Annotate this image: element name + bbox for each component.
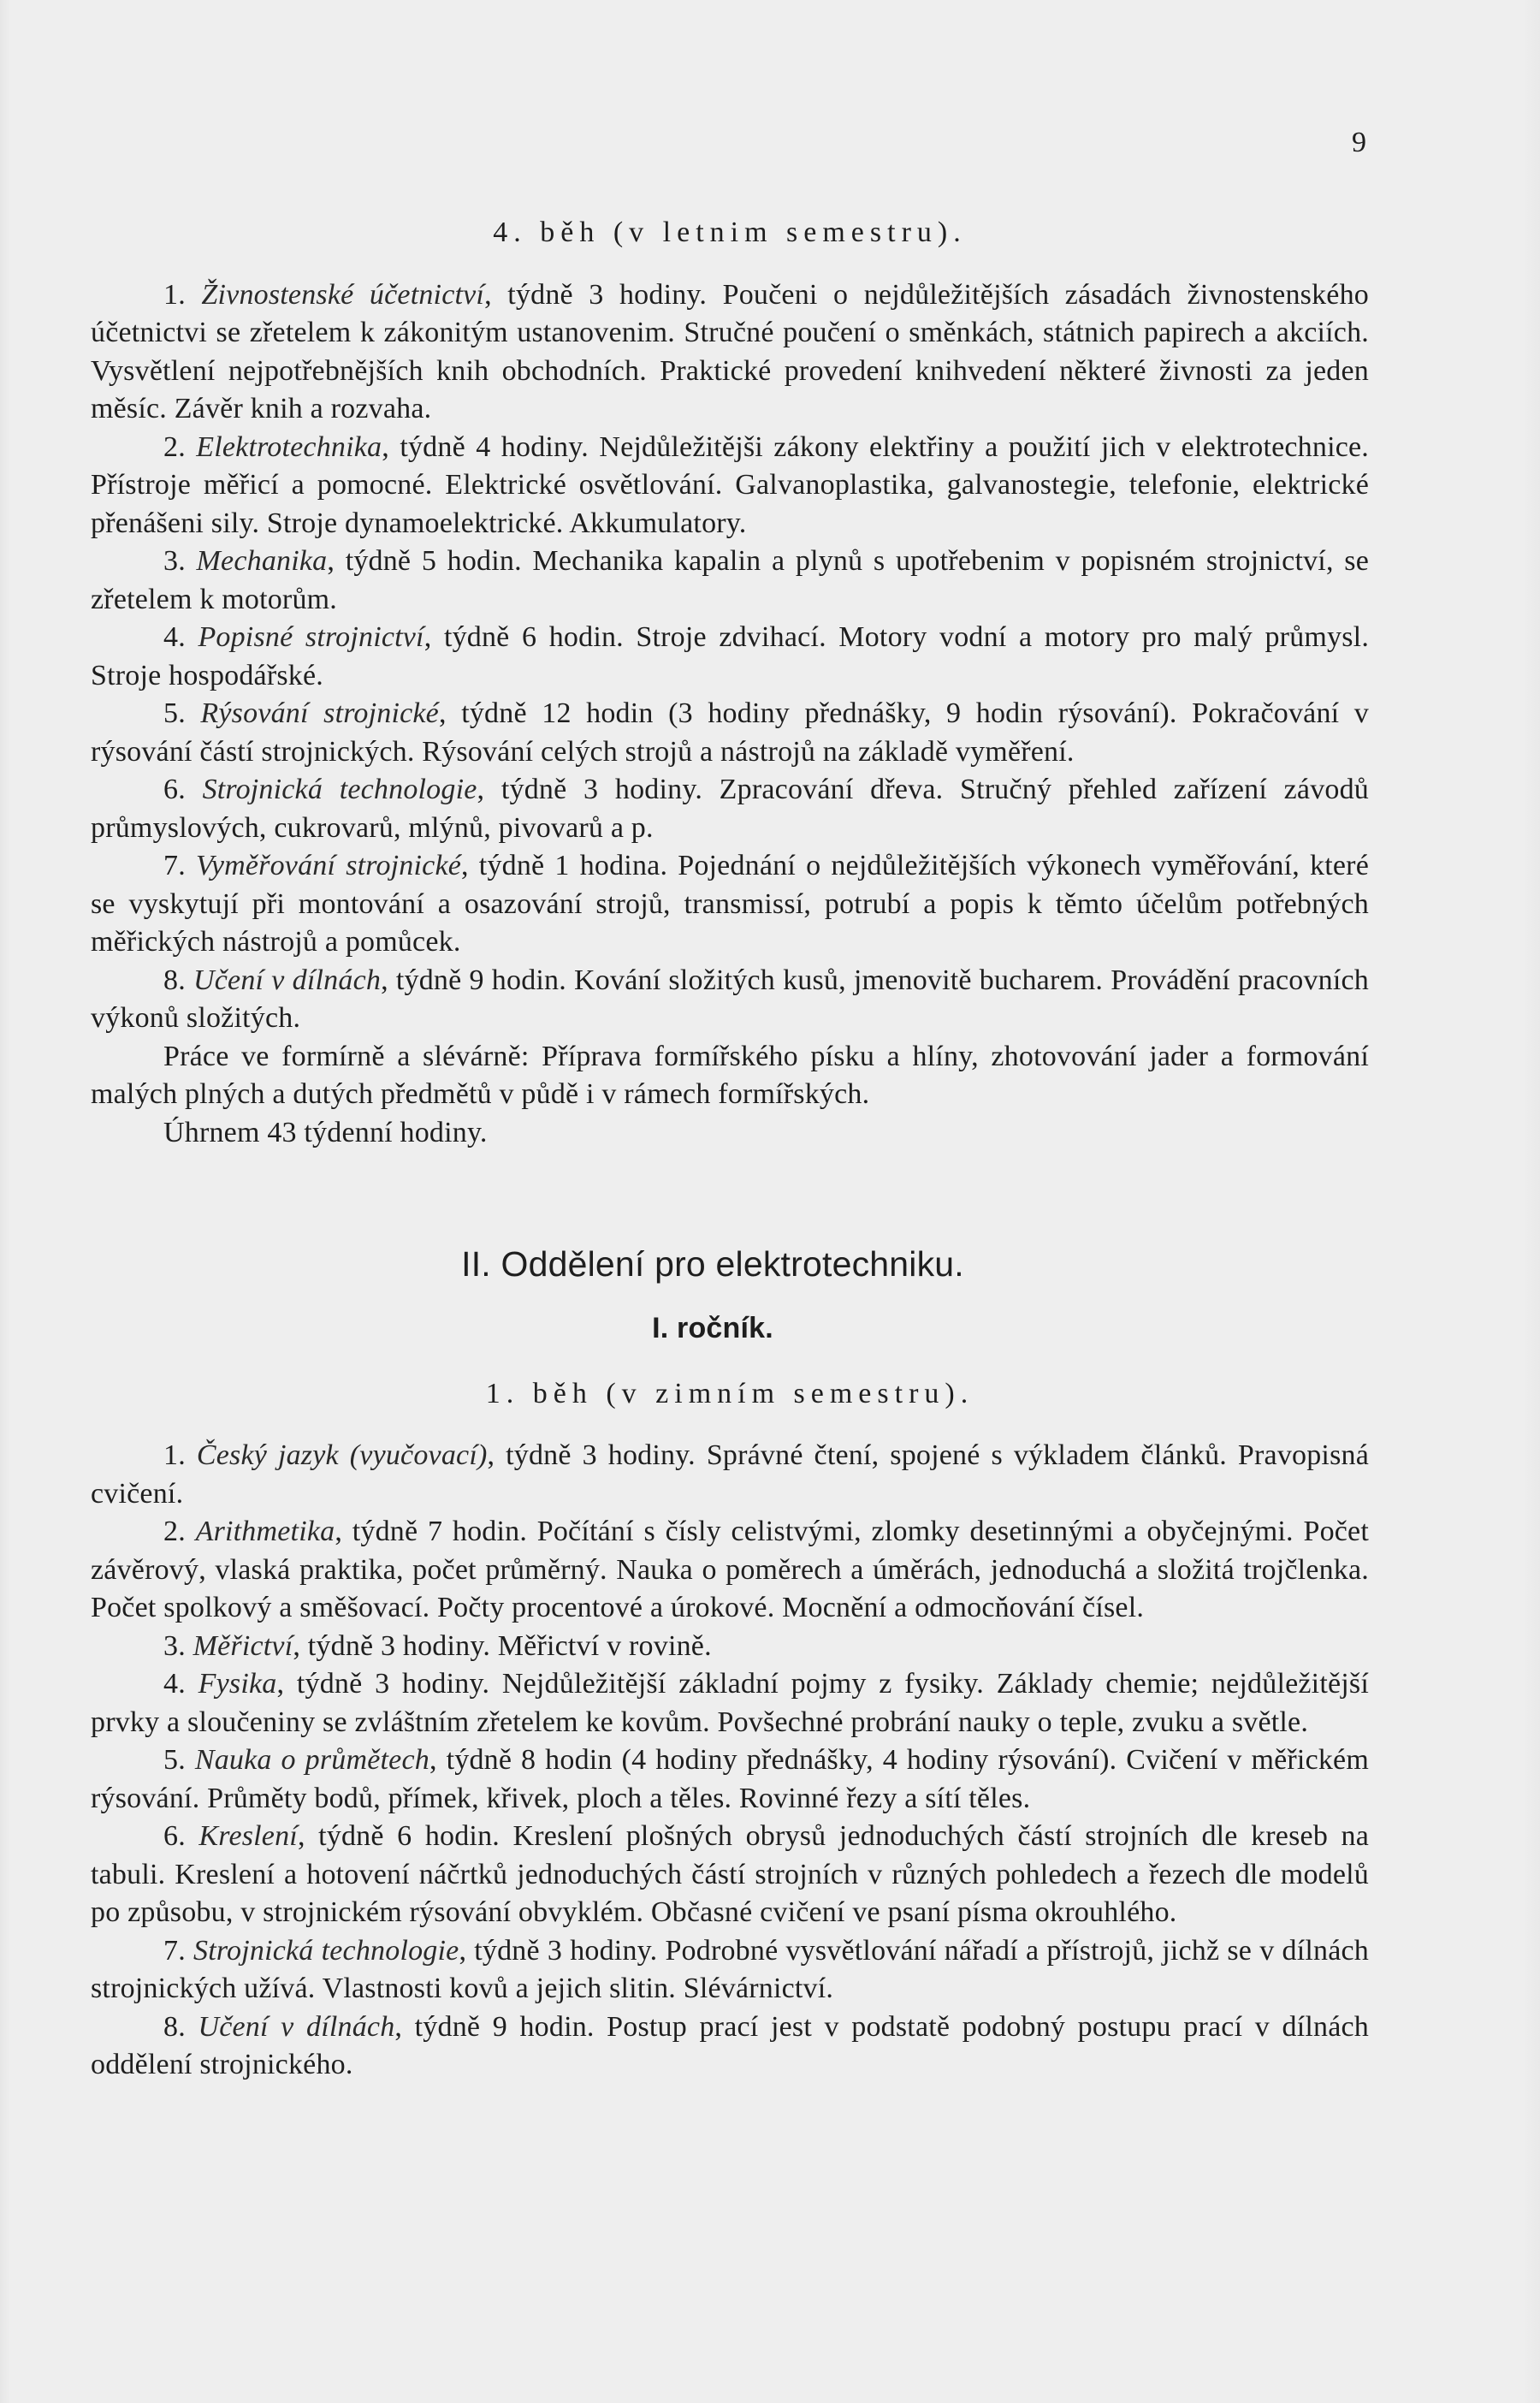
item-description: , týdně 3 hodiny. Nejdůležitější základní pojmy z fysiky. Základy chemie; nejdůležitější prvky a sloučeniny se zvláštním zřetelem ke kovům. Povšechné probrání nauky o teple, zvuku a světle. bbox=[91, 1668, 1369, 1738]
subject-name: Český jazyk (vyučovací) bbox=[196, 1439, 488, 1471]
subject-name: Živnostenské účetnictví bbox=[201, 278, 485, 311]
subject-name: Nauka o průmětech bbox=[194, 1744, 429, 1776]
item-description: , týdně 7 hodin. Počítání s čísly celistvými, zlomky desetinnými a obyčejnými. Počet závěrový, vlaská praktika, počet průměrný. Nauka o poměrech a úměrách, jednoduchá a složitá trojčlenka. Počet spolkový a směšovací. Počty procentové a úrokové. Mocnění a odmocňování čísel. bbox=[91, 1516, 1369, 1623]
item-description: , týdně 4 hodiny. Nejdůležitějši zákony elektřiny a použití jich v elektrotechnice. Přístroje měřicí a pomocné. Elektrické osvětlování. Galvanoplastika, galvanostegie, telefonie, elektrické přenášeni sily. Stroje dynamoelektrické. Akkumulatory. bbox=[91, 430, 1369, 539]
course-item bbox=[91, 429, 1369, 543]
part1-items bbox=[91, 276, 1369, 1153]
subject-name: Učení v dílnách bbox=[193, 964, 382, 996]
item-description: , týdně 5 hodin. Mechanika kapalin a plynů s upotřebenim v popisném strojnictví, se zřetelem k motorům. bbox=[91, 545, 1369, 615]
subject-name: Popisné strojnictví bbox=[198, 621, 424, 653]
year-title: I. ročník. bbox=[652, 1312, 773, 1344]
course-item bbox=[91, 1741, 1369, 1818]
item-number: 5. bbox=[163, 1744, 186, 1776]
item-number: 8. bbox=[163, 964, 186, 996]
item-description: , týdně 1 hodina. Pojednání o nejdůležitějších výkonech vyměřování, které se vyskytují při montování a osazování strojů, transmissí, potrubí a popis k těmto účelům potřebných měřických nástrojů a pomůcek. bbox=[91, 850, 1369, 958]
item-number: 6. bbox=[163, 774, 186, 805]
course-item bbox=[91, 1665, 1369, 1741]
subject-name: Rýsování strojnické bbox=[200, 697, 439, 729]
course-item bbox=[91, 695, 1369, 771]
part2-items bbox=[91, 1437, 1369, 2085]
page-content bbox=[91, 214, 1369, 2085]
foundry-paragraph: Práce ve formírně a slévárně: Příprava formířského písku a hlíny, zhotovování jader a formování malých plných a dutých předmětů v půdě i v rámech formířských. bbox=[91, 1040, 1369, 1110]
item-description: , týdně 6 hodin. Kreslení plošných obrysů jednoduchých částí strojních dle kreseb na tabuli. Kreslení a hotovení náčrtků jednoduchých částí strojních v různých pohledech a řezech dle modelů po způsobu, v strojnickém rýsování obvyklém. Občasné cvičení ve psaní písma okrouhlého. bbox=[91, 1820, 1369, 1928]
item-description: , týdně 3 hodiny. Poučeni o nejdůležitějších zásadách živnostenského účetnictvi se zřetelem k zákonitým ustanovenim. Stručné poučení o směnkách, státnich papirech a akciích. Vysvětlení nejpotřebnějších knih obchodních. Praktické provedení knihvedení některé živnosti za jeden měsíc. Závěr knih a rozvaha. bbox=[91, 278, 1369, 424]
item-number: 3. bbox=[163, 545, 186, 577]
item-number: 8. bbox=[163, 2010, 186, 2043]
subject-name: Vyměřování strojnické bbox=[195, 850, 462, 881]
subject-name: Učení v dílnách bbox=[198, 2010, 395, 2043]
item-description: , týdně 6 hodin. Stroje zdvihací. Motory vodní a motory pro malý průmysl. Stroje hospodářské. bbox=[91, 621, 1370, 691]
total-hours: Úhrnem 43 týdenní hodiny. bbox=[163, 1116, 488, 1148]
course-item bbox=[91, 847, 1369, 962]
item-number: 4. bbox=[163, 621, 186, 653]
course-item bbox=[91, 1513, 1369, 1628]
course-item bbox=[91, 771, 1369, 847]
subject-name: Strojnická technologie bbox=[193, 1934, 459, 1967]
subject-name: Měřictví bbox=[192, 1629, 293, 1662]
item-number: 2. bbox=[163, 1516, 186, 1547]
item-description: , týdně 3 hodiny. Podrobné vysvětlování nářadí a přístrojů, jichž se v dílnách strojnických užívá. Vlastnosti kovů a jejich slitin. Slévárnictví. bbox=[91, 1934, 1369, 2004]
item-number: 4. bbox=[163, 1668, 186, 1700]
item-description: , týdně 8 hodin (4 hodiny přednášky, 4 hodiny rýsování). Cvičení v měřickém rýsování. Průměty bodů, přímek, křivek, ploch a těles. Rovinné řezy a sítí těles. bbox=[91, 1744, 1369, 1814]
semester-heading-summer: 4. běh (v letnim semestru). bbox=[493, 217, 967, 248]
course-item bbox=[91, 543, 1369, 619]
item-number: 7. bbox=[163, 850, 186, 881]
course-item bbox=[91, 962, 1369, 1038]
course-item bbox=[91, 619, 1369, 695]
course-item bbox=[91, 1628, 1369, 1666]
subject-name: Fysika bbox=[198, 1668, 277, 1700]
course-item bbox=[91, 1932, 1369, 2008]
subject-name: Kreslení bbox=[198, 1820, 298, 1852]
semester-heading-winter: 1. běh (v zimním semestru). bbox=[485, 1377, 974, 1409]
course-item bbox=[91, 276, 1369, 429]
section-title: II. Oddělení pro elektrotechniku. bbox=[461, 1244, 964, 1284]
subject-name: Elektrotechnika bbox=[196, 430, 382, 463]
item-number: 1. bbox=[163, 278, 186, 311]
item-number: 2. bbox=[163, 430, 186, 463]
course-item bbox=[91, 2008, 1369, 2085]
subject-name: Strojnická technologie bbox=[202, 774, 477, 805]
item-number: 3. bbox=[163, 1629, 186, 1662]
item-description: , týdně 9 hodin. Postup prací jest v podstatě podobný postupu prací v dílnách oddělení strojnického. bbox=[91, 2010, 1369, 2080]
item-number: 7. bbox=[163, 1934, 186, 1967]
course-item bbox=[91, 1437, 1369, 1513]
item-number: 6. bbox=[163, 1820, 186, 1852]
item-number: 1. bbox=[163, 1439, 186, 1471]
subject-name: Arithmetika bbox=[195, 1516, 335, 1547]
subject-name: Mechanika bbox=[196, 545, 328, 577]
item-description: , týdně 3 hodiny. Zpracování dřeva. Stručný přehled zařízení závodů průmyslových, cukrovarů, mlýnů, pivovarů a p. bbox=[91, 774, 1369, 844]
item-description: , týdně 3 hodiny. Měřictví v rovině. bbox=[293, 1629, 712, 1662]
course-item bbox=[91, 1818, 1369, 1932]
page-number: 9 bbox=[1352, 127, 1366, 158]
item-number: 5. bbox=[163, 697, 186, 729]
item-description: , týdně 12 hodin (3 hodiny přednášky, 9 hodin rýsování). Pokračování v rýsování částí strojnických. Rýsování celých strojů a nástrojů na základě vyměření. bbox=[91, 697, 1369, 768]
item-description: , týdně 9 hodin. Kování složitých kusů, jmenovitě bucharem. Provádění pracovních výkonů složitých. bbox=[91, 964, 1370, 1034]
item-description: , týdně 3 hodiny. Správné čtení, spojené s výkladem článků. Pravopisná cvičení. bbox=[91, 1439, 1369, 1510]
